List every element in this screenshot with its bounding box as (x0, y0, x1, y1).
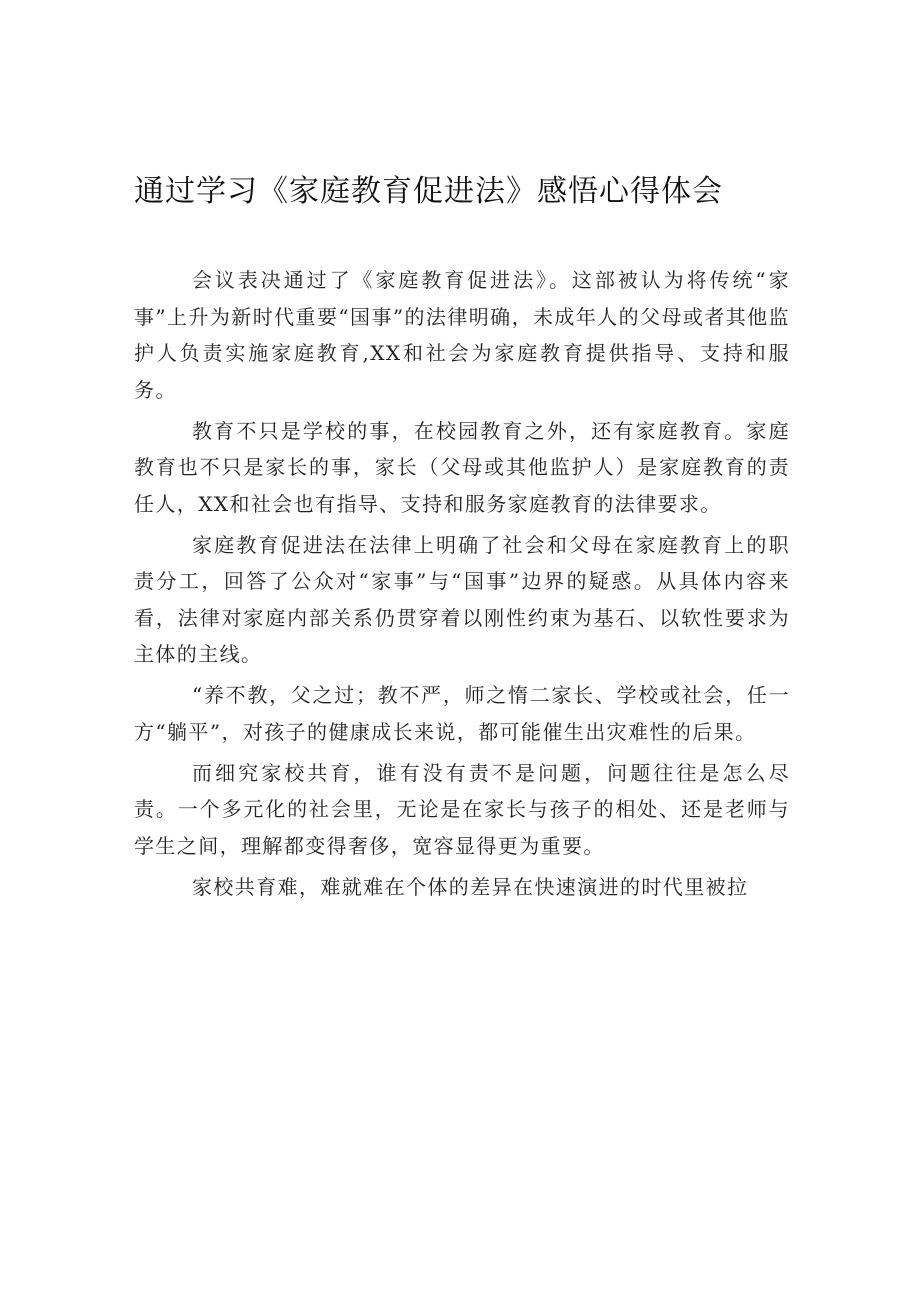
paragraph-4: “养不教，父之过；教不严，师之惰二家长、学校或社会，任一方“躺平”，对孩子的健康成长来说，都可能催生出灾难性的后果。 (134, 683, 790, 744)
paragraph-6: 家校共育难，难就难在个体的差异在快速演进的时代里被拉 (192, 874, 749, 899)
paragraph-1: 会议表决通过了《家庭教育促进法》。这部被认为将传统“家事”上升为新时代重要“国事”的法律明确，未成年人的父母或者其他监护人负责实施家庭教育,XX和社会为家庭教育提供指导、支持和服务。 (134, 268, 790, 402)
document-body (134, 262, 790, 905)
document-title: 通过学习《家庭教育促进法》感悟心得体会 (134, 174, 723, 209)
paragraph-2: 教育不只是学校的事，在校园教育之外，还有家庭教育。家庭教育也不只是家长的事，家长（父母或其他监护人）是家庭教育的责任人，XX和社会也有指导、支持和服务家庭教育的法律要求。 (134, 418, 790, 516)
paragraph-5: 而细究家校共育，谁有没有责不是问题，问题往往是怎么尽责。一个多元化的社会里，无论是在家长与孩子的相处、还是老师与学生之间，理解都变得奢侈，宽容显得更为重要。 (134, 760, 790, 858)
paragraph-3: 家庭教育促进法在法律上明确了社会和父母在家庭教育上的职责分工，回答了公众对“家事”与“国事”边界的疑惑。从具体内容来看，法律对家庭内部关系仍贯穿着以刚性约束为基石、以软性要求为主体的主线。 (134, 532, 790, 666)
